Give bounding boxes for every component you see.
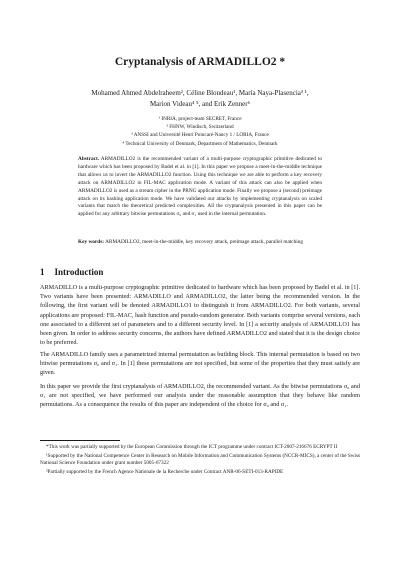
paragraph-2: The ARMADILLO family uses a parametrized internal permutation as building block. This internal permutation is based on two bitwise permutations σ₀ and σ₁. In [1] these permutations are not specified, but some of the properties that they must satisfy are given.: [40, 351, 360, 377]
section-heading: [40, 267, 360, 277]
section-number: 1: [40, 267, 45, 277]
affiliation-4: ⁴ Technical University of Denmark, Department of Mathematics, Denmark: [122, 140, 278, 147]
keywords-label: Key words:: [78, 239, 105, 245]
affiliation-2: ² FHNW, Windisch, Switzerland: [166, 124, 234, 131]
footnote-1: *This work was partially supported by the European Commission through the ICT programme under contract ICT-2007-216676 ECRYPT II: [46, 444, 338, 450]
author-list: [40, 88, 360, 110]
authors-line-2: Marion Videau⁴ ⁵, and Erik Zenner⁶: [149, 100, 251, 108]
abstract-label: Abstract.: [78, 156, 100, 162]
affiliation-3: ³ ANSSI and Université Henri Poincaré-Nancy 1 / LORIA, France: [131, 132, 269, 139]
authors-line-1: Mohamed Ahmed Abdelraheem², Céline Blondeau¹, María Naya-Plasencia³ ¹,: [91, 89, 309, 97]
footnote-2: ¹Supported by the National Competence Center in Research on Mobile Information and Communication Systems (NCCR-MICS), a center of the Swiss National Science Foundation under grant number 5005-67322: [40, 452, 360, 467]
section-title: Introduction: [54, 267, 104, 277]
abstract-text: ARMADILLO2 is the recommended variant of a multi-purpose cryptographic primitive dedicated to hardware which has been proposed by Badel et al. in [1]. In this paper we propose a meet-in-the-middle technique that allows us to invert the ARMADILLO2 function. Using this technique we are able to perform a key recovery attack on ARMADILLO2 in FIL-MAC application mode. A variant of this attack can also be applied when ARMADILLO2 is used as a stream cipher in the PRNG application mode. Finally we propose a (second) preimage attack on its hashing application mode. We have validated our attacks by implementing cryptanalysis on scaled variants that match the theoretical predicted complexities. All the cryptanalysis presented in this paper can be applied for any arbitrary bitwise permutations σ₀ and σ₁ used in the internal permutation.: [78, 156, 322, 218]
footnotes: [40, 444, 360, 477]
paper-title: Cryptanalysis of ARMADILLO2 *: [114, 56, 286, 68]
abstract: [78, 156, 322, 219]
keywords-text: ARMADILLO2, meet-in-the-middle, key recovery attack, preimage attack, parallel matching: [105, 239, 304, 245]
keywords: [78, 239, 322, 247]
affiliations: [50, 115, 350, 148]
paragraph-1: ARMADILLO is a multi-purpose cryptographic primitive dedicated to hardware which has been proposed by Badel et al. in [1]. Two variants have been presented: ARMADILLO and ARMADILLO2, the latter being the recommended version. In the following, the first variant will be denoted ARMADILLO1 to distinguish it from ARMADILLO2. For both variants, several applications are proposed: FIL-MAC, hash function and pseudo-random generator. Both variants comprise several versions, each one associated to a different set of parameters and to a different security level. In [1] a security analysis of ARMADILLO1 has been given. In order to address security concerns, the authors have defined ARMADILLO2 and stated that it is the design choice to be preferred.: [40, 284, 360, 347]
paragraph-3: In this paper we provide the first cryptanalysis of ARMADILLO2, the recommended variant. As the bitwise permutations σ₀ and σ₁ are not specified, we have performed our analysis under the reasonable assumption that they behave like random permutations. As a consequence the results of this paper are independent of the choice for σ₀ and σ₁.: [40, 383, 360, 409]
footnote-3: ²Partially supported by the French Agence Nationale de la Recherche under Contract ANR-06-SETI-013-RAPIDE: [46, 468, 284, 475]
affiliation-1: ¹ INRIA, project-team SECRET, France: [158, 116, 242, 122]
footnote-rule: [40, 440, 120, 441]
